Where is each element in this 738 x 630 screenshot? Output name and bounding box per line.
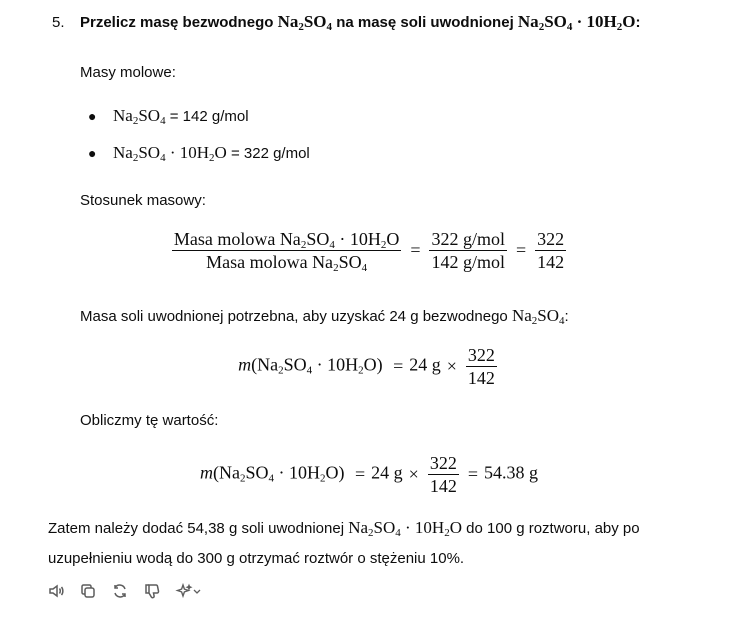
result-fraction: $\frac{322}{142}$ xyxy=(429,453,457,496)
formula-na2so4: $Na_2SO_4$ xyxy=(511,306,565,327)
ratio-den-plain: 142 xyxy=(537,252,565,272)
ratio-fraction-values xyxy=(429,228,507,273)
formula-hydrate: $Na_2SO_4 \cdot 10H_2O$ xyxy=(517,12,636,33)
step-text-middle: na masę soli uwodnionej xyxy=(332,14,518,31)
step-number: 5. xyxy=(52,14,65,31)
ratio-num-value: 322 g/mol xyxy=(431,229,505,249)
needed-text-end: : xyxy=(564,308,569,325)
needed-frac-den: 142 xyxy=(467,368,495,388)
result-equation: $m(Na_2SO_4 \cdot 10H_2O) = 24$ g × $\frac{322}{142}$ = 54.38 g xyxy=(200,453,538,496)
molar-masses-heading: Masy molowe: xyxy=(80,64,176,81)
conclusion-after: do 100 g roztworu, aby po uzupełnieniu wodą do 300 g otrzymać roztwór o stężeniu 10%. xyxy=(48,520,640,567)
step-text-after: : xyxy=(635,14,641,31)
ratio-num-plain: 322 xyxy=(537,229,565,249)
thumbs-down-icon[interactable] xyxy=(142,581,162,601)
times-sign: × xyxy=(446,356,457,376)
list-item xyxy=(88,143,310,163)
speaker-icon[interactable] xyxy=(46,581,66,601)
needed-equation: $m(Na_2SO_4 \cdot 10H_2O) = 24$ g × $\frac{322}{142}$ xyxy=(238,345,495,388)
step-heading xyxy=(52,12,641,32)
needed-mass: 24 g xyxy=(409,354,441,375)
ratio-fraction-plain xyxy=(535,228,566,273)
needed-text-body: Masa soli uwodnionej potrzebna, aby uzyskać 24 g bezwodnego xyxy=(80,308,512,325)
bullet-icon: ● xyxy=(88,145,97,161)
conclusion-paragraph xyxy=(48,513,708,574)
ratio-den-value: 142 g/mol xyxy=(431,252,505,272)
needed-text xyxy=(80,306,569,326)
formula-hydrate: $Na_2SO_4 \cdot 10H_2O$ xyxy=(113,143,227,164)
formula-hydrate: $Na_2SO_4 \cdot 10H_2O$ xyxy=(348,518,462,539)
sparkle-model-icon[interactable] xyxy=(174,581,204,601)
message-toolbar xyxy=(46,581,204,601)
molar-mass-value: = 322 g/mol xyxy=(226,145,310,162)
conclusion-before: Zatem należy dodać 54,38 g soli uwodnionej xyxy=(48,520,349,537)
ratio-equation: $\frac{Masa molowa Na_2SO_4 \cdot 10H_2O}{Masa molowa Na_2SO_4}$ = $\frac{\text{322 g/mol}}{\text{142 g/mol}}$ = $\frac{322}{142}$ xyxy=(173,229,565,274)
ratio-label-prefix: Masa molowa xyxy=(206,252,313,272)
formula-na2so4: $Na_2SO_4$ xyxy=(113,106,166,127)
needed-fraction xyxy=(466,344,497,389)
formula-na2so4: $Na_2SO_4$ xyxy=(277,12,333,33)
ratio-label-prefix: Masa molowa xyxy=(173,229,280,249)
times-sign: × xyxy=(408,464,419,484)
ratio-heading: Stosunek masowy: xyxy=(80,192,206,209)
copy-icon[interactable] xyxy=(78,581,98,601)
list-item xyxy=(88,106,249,126)
calculate-heading: Obliczmy tę wartość: xyxy=(80,412,219,429)
bullet-icon: ● xyxy=(88,108,97,124)
needed-mass: 24 g xyxy=(371,462,403,483)
molar-mass-value: = 142 g/mol xyxy=(165,108,249,125)
regenerate-icon[interactable] xyxy=(110,581,130,601)
step-text-before: Przelicz masę bezwodnego xyxy=(80,14,278,31)
result-value: 54.38 g xyxy=(483,462,538,483)
needed-frac-num: 322 xyxy=(467,345,495,365)
ratio-fraction-labels: $\frac{Masa molowa Na_2SO_4 \cdot 10H_2O}{Masa molowa Na_2SO_4}$ xyxy=(173,229,400,274)
